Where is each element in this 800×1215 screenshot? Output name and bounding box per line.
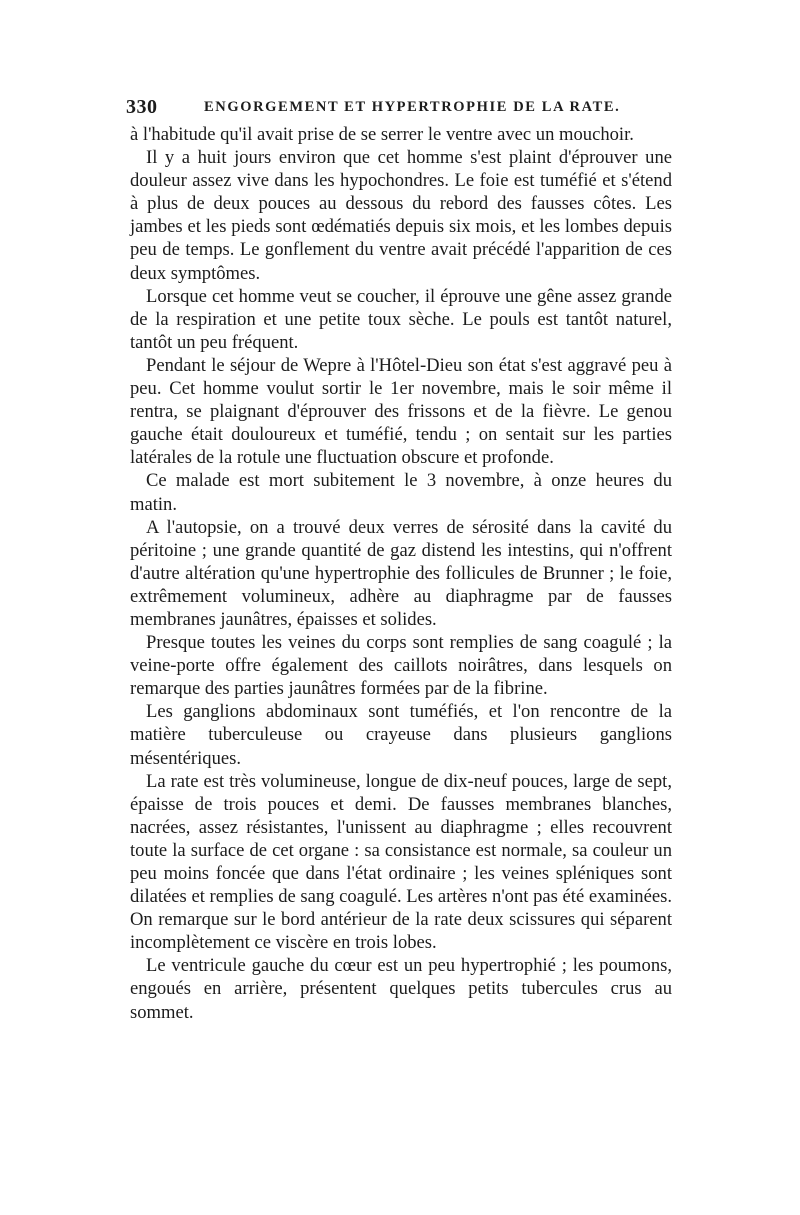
paragraph: Ce malade est mort subitement le 3 novembre, à onze heures du matin.: [130, 470, 672, 515]
paragraph: Le ventricule gauche du cœur est un peu hypertrophié ; les poumons, engoués en arrière, présentent quelques petits tubercules crus au sommet.: [130, 955, 672, 1023]
text-body: [130, 123, 672, 1024]
paragraph: La rate est très volumineuse, longue de dix-neuf pouces, large de sept, épaisse de trois pouces et demi. De fausses membranes blanches, nacrées, assez résistantes, l'unissent au diaphragme ; elles recouvrent toute la surface de cet organe : sa consistance est normale, sa couleur un peu moins foncée que dans l'état ordinaire ; les veines spléniques sont dilatées et remplies de sang coagulé. Les artères n'ont pas été examinées. On remarque sur le bord antérieur de la rate deux scissures qui séparent incomplètement ce viscère en trois lobes.: [130, 770, 672, 954]
running-title: ENGORGEMENT ET HYPERTROPHIE DE LA RATE.: [204, 99, 621, 115]
paragraph-continuation: à l'habitude qu'il avait prise de se serrer le ventre avec un mouchoir.: [130, 124, 634, 145]
paragraph: Il y a huit jours environ que cet homme s'est plaint d'éprouver une douleur assez vive dans les hypochondres. Le foie est tuméfié et s'étend à plus de deux pouces au dessous du rebord des fausses côtes. Les jambes et les pieds sont œdématiés depuis six mois, et les lombes depuis peu de temps. Le gonflement du ventre avait précédé l'apparition de ces deux symptômes.: [130, 147, 672, 284]
paragraph: Lorsque cet homme veut se coucher, il éprouve une gêne assez grande de la respiration et une petite toux sèche. Le pouls est tantôt naturel, tantôt un peu fréquent.: [130, 285, 672, 353]
paragraph: A l'autopsie, on a trouvé deux verres de sérosité dans la cavité du péritoine ; une grande quantité de gaz distend les intestins, qui n'offrent d'autre altération qu'une hypertrophie des follicules de Brunner ; le foie, extrêmement volumineux, adhère au diaphragme par de fausses membranes jaunâtres, épaisses et solides.: [130, 516, 672, 630]
paragraph: Presque toutes les veines du corps sont remplies de sang coagulé ; la veine-porte offre également des caillots noirâtres, dans lesquels on remarque des parties jaunâtres formées par de la fibrine.: [130, 632, 672, 700]
running-head: [126, 96, 686, 120]
paragraph: Pendant le séjour de Wepre à l'Hôtel-Dieu son état s'est aggravé peu à peu. Cet homme voulut sortir le 1er novembre, mais le soir même il rentra, se plaignant d'éprouver des frissons et de la fièvre. Le genou gauche était douloureux et tuméfié, tendu ; on sentait sur les parties latérales de la rotule une fluctuation obscure et profonde.: [130, 354, 672, 469]
paragraph: Les ganglions abdominaux sont tuméfiés, et l'on rencontre de la matière tuberculeuse ou crayeuse dans plusieurs ganglions mésentériques.: [130, 701, 672, 769]
page-number: 330: [126, 96, 158, 118]
